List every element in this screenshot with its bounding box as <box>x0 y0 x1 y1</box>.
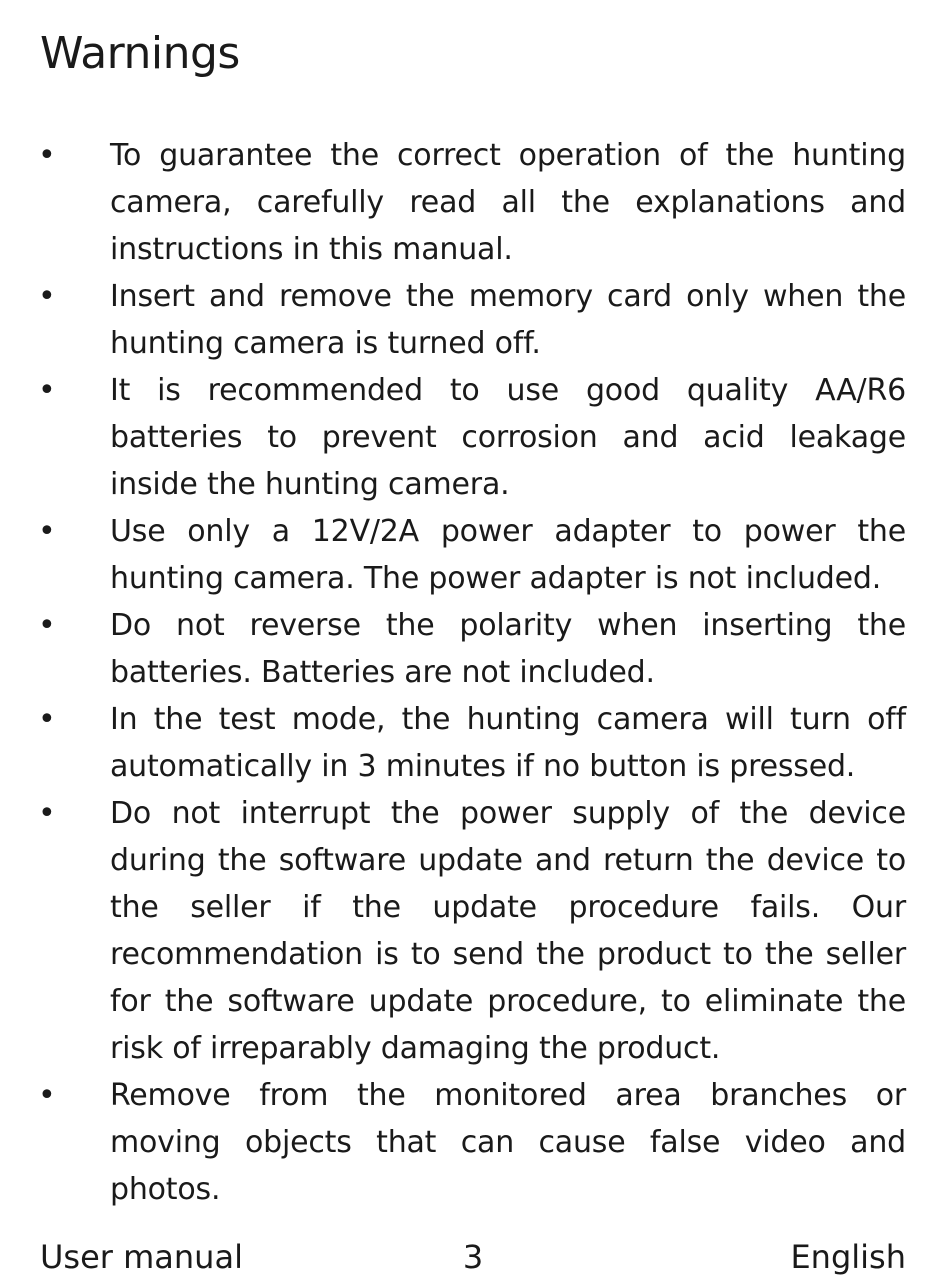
page-footer <box>40 1234 906 1284</box>
footer-language: English <box>790 1238 906 1276</box>
list-item <box>0 696 950 790</box>
bullet-icon: • <box>38 138 56 173</box>
warnings-list <box>0 132 950 1213</box>
bullet-icon: • <box>38 279 56 314</box>
list-item <box>0 132 950 273</box>
list-item <box>0 273 950 367</box>
bullet-icon: • <box>38 1078 56 1113</box>
bullet-icon: • <box>38 702 56 737</box>
list-item <box>0 367 950 508</box>
warning-text: It is recommended to use good quality AA/R6 batteries to prevent corrosion and acid leakage inside the hunting camera. <box>110 373 906 502</box>
warning-text: Do not interrupt the power supply of the device during the software update and return the device to the seller if the update procedure fails. Our recommendation is to send the product to the seller for the software update procedure, to eliminate the risk of irreparably damaging the product. <box>110 796 906 1066</box>
bullet-icon: • <box>38 514 56 549</box>
list-item <box>0 508 950 602</box>
bullet-icon: • <box>38 796 56 831</box>
list-item <box>0 1072 950 1213</box>
warning-text: In the test mode, the hunting camera will turn off automatically in 3 minutes if no button is pressed. <box>110 702 906 784</box>
footer-document-name: User manual <box>40 1238 243 1276</box>
warning-text: Remove from the monitored area branches or moving objects that can cause false video and photos. <box>110 1078 906 1207</box>
bullet-icon: • <box>38 373 56 408</box>
page-title: Warnings <box>40 28 240 79</box>
warning-text: Use only a 12V/2A power adapter to power the hunting camera. The power adapter is not included. <box>110 514 906 596</box>
warning-text: Insert and remove the memory card only when the hunting camera is turned off. <box>110 279 906 361</box>
footer-page-number: 3 <box>462 1238 484 1276</box>
list-item <box>0 602 950 696</box>
list-item <box>0 790 950 1072</box>
warning-text: Do not reverse the polarity when inserting the batteries. Batteries are not included. <box>110 608 906 690</box>
bullet-icon: • <box>38 608 56 643</box>
warning-text: To guarantee the correct operation of the hunting camera, carefully read all the explanations and instructions in this manual. <box>110 138 906 267</box>
